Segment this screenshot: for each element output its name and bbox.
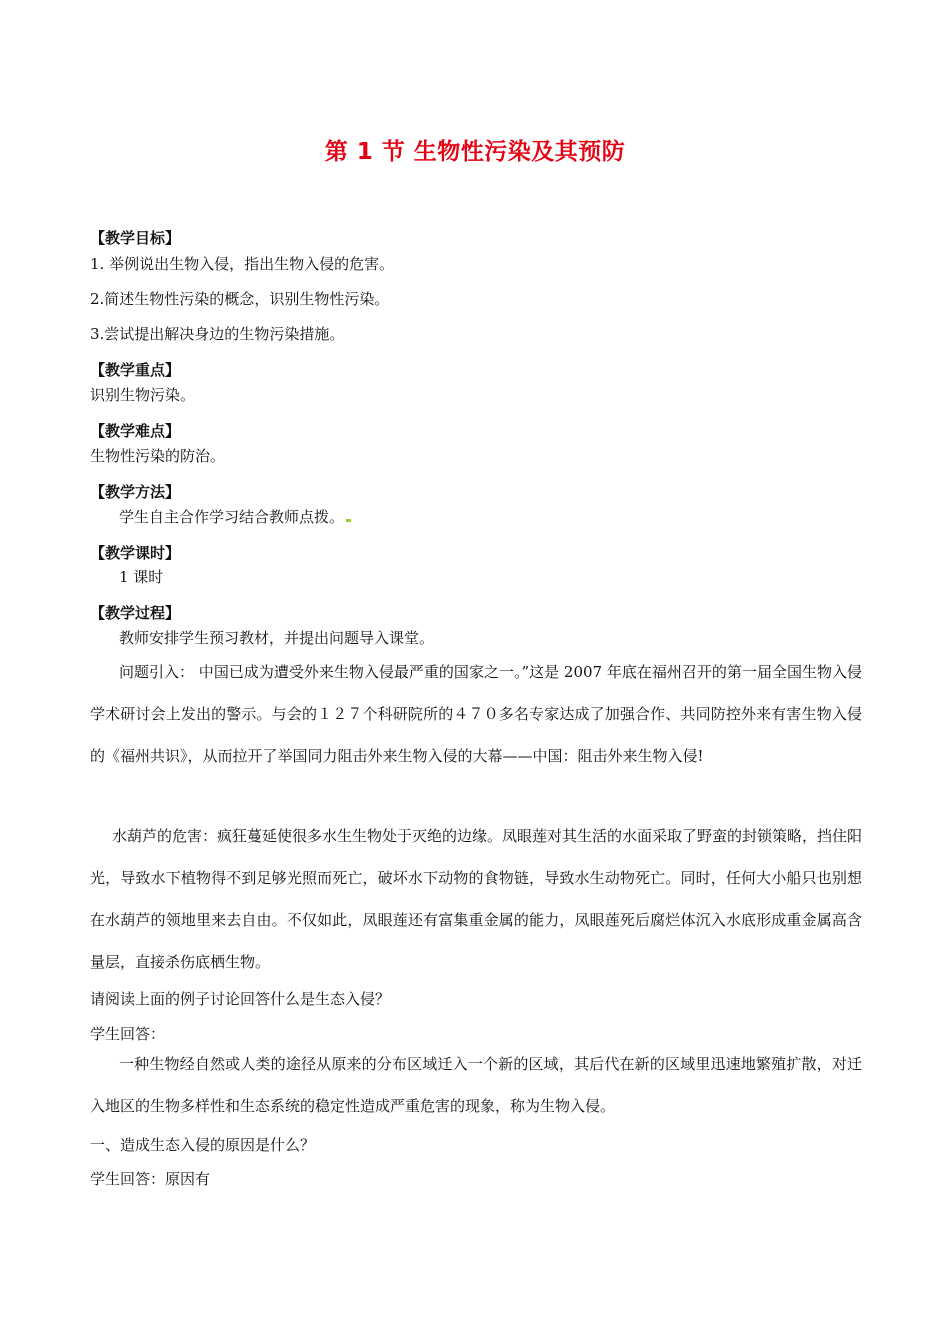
page-title: 第 1 节 生物性污染及其预防 bbox=[324, 139, 626, 165]
hours-heading: 【教学课时】 bbox=[90, 544, 181, 562]
discussion-prompt: 请阅读上面的例子讨论回答什么是生态入侵？ bbox=[90, 990, 391, 1008]
method-heading: 【教学方法】 bbox=[90, 483, 181, 501]
method-text-content: 学生自主合作学习结合教师点拨。 bbox=[119, 508, 345, 526]
difficulties-text: 生物性污染的防治。 bbox=[90, 447, 226, 465]
method-text bbox=[119, 507, 351, 527]
highlight-mark bbox=[346, 519, 351, 522]
student-answer-label: 学生回答： bbox=[90, 1025, 166, 1043]
difficulties-heading: 【教学难点】 bbox=[90, 422, 181, 440]
process-intro: 教师安排学生预习教材，并提出问题导入课堂。 bbox=[119, 629, 435, 647]
objective-item-1: 1. 举例说出生物入侵，指出生物入侵的危害。 bbox=[90, 255, 395, 273]
water-hyacinth-paragraph: 水葫芦的危害：疯狂蔓延使很多水生生物处于灭绝的边缘。凤眼莲对其生活的水面采取了野蛮的封锁策略，挡住阳光，导致水下植物得不到足够光照而死亡，破坏水下动物的食物链，导致水生动物死亡。同时，任何大小船只也别想在水葫芦的领地里来去自由。不仅如此，凤眼莲还有富集重金属的能力，凤眼莲死后腐烂体沉入水底形成重金属高含量层，直接杀伤底栖生物。 bbox=[90, 827, 863, 971]
objective-item-2: 2.简述生物性污染的概念，识别生物性污染。 bbox=[90, 290, 390, 308]
question-one: 一、造成生态入侵的原因是什么？ bbox=[90, 1136, 316, 1154]
answer-one: 学生回答：原因有 bbox=[90, 1170, 211, 1188]
objective-item-3: 3.尝试提出解决身边的生物污染措施。 bbox=[90, 325, 345, 343]
definition-paragraph: 一种生物经自然或人类的途径从原来的分布区域迁入一个新的区域，其后代在新的区域里迅速地繁殖扩散，对迁入地区的生物多样性和生态系统的稳定性造成严重危害的现象，称为生物入侵。 bbox=[90, 1055, 862, 1115]
hours-text: 1 课时 bbox=[119, 568, 164, 586]
process-heading: 【教学过程】 bbox=[90, 604, 181, 622]
question-intro-paragraph: 问题引入： 中国已成为遭受外来生物入侵最严重的国家之一。”这是 2007 年底在福州召开的第一届全国生物入侵学术研讨会上发出的警示。与会的１２７个科研院所的４７０多名专家达成了加强合作、共同防控外来有害生物入侵的《福州共识》，从而拉开了举国同力阻击外来生物入侵的大幕——中国：阻击外来生物入侵! bbox=[90, 663, 862, 765]
objectives-heading: 【教学目标】 bbox=[90, 229, 181, 247]
key-points-text: 识别生物污染。 bbox=[90, 386, 196, 404]
key-points-heading: 【教学重点】 bbox=[90, 361, 181, 379]
